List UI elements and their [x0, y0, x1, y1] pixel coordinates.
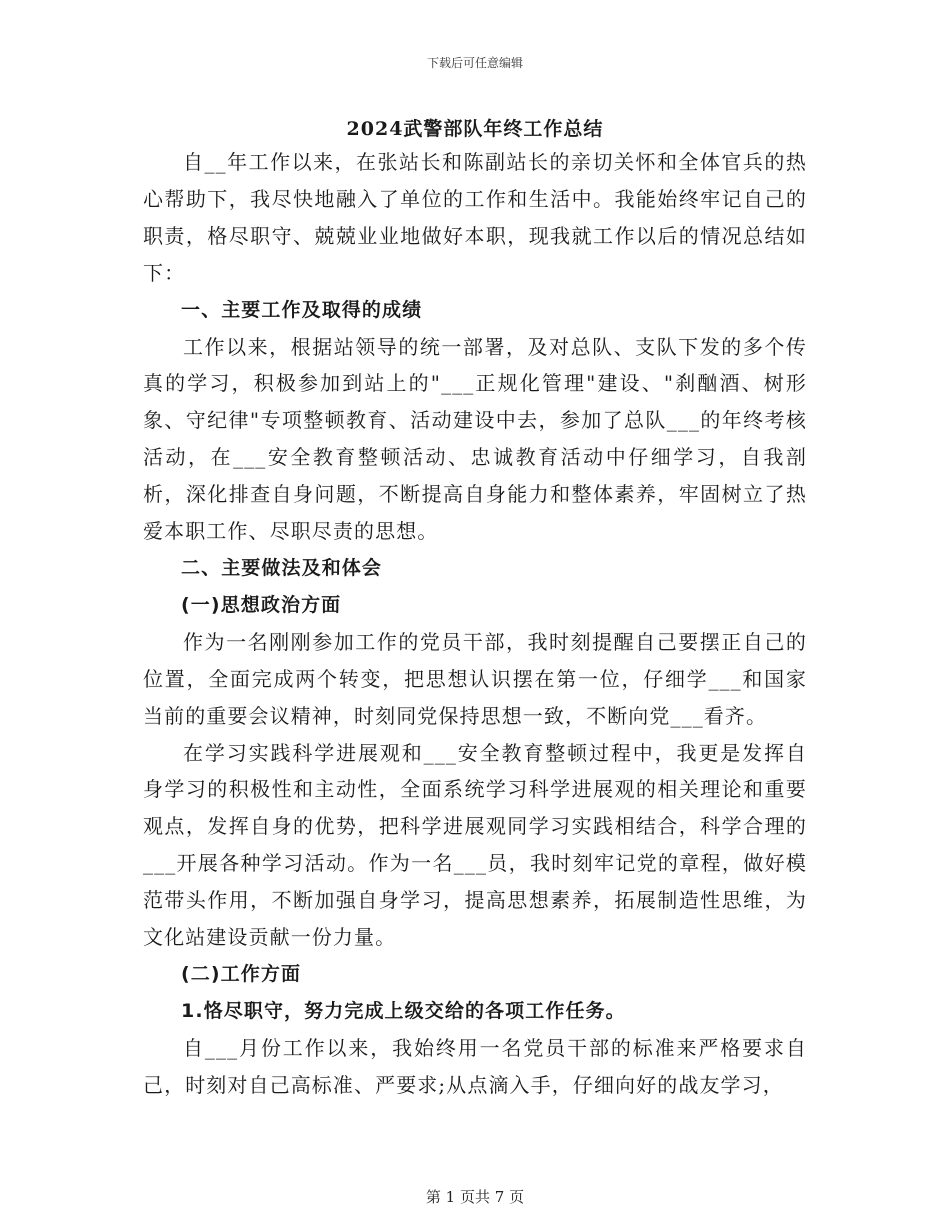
intro-paragraph: 自__年工作以来，在张站长和陈副站长的亲切关怀和全体官兵的热心帮助下，我尽快地融入了单位的工作和生活中。我能始终牢记自己的职责，格尽职守、兢兢业业地做好本职，现我就工作以后的情况总结如下：: [143, 150, 807, 285]
page-footer: 第 1 页共 7 页: [425, 1188, 525, 1206]
document-title: 2024武警部队年终工作总结: [346, 118, 604, 140]
subsection-heading-2: (二)工作方面: [181, 962, 302, 985]
section-1-paragraph: 工作以来，根据站领导的统一部署，及对总队、支队下发的多个传真的学习，积极参加到站上的"___正规化管理"建设、"刹酗酒、树形象、守纪律"专项整顿教育、活动建设中去，参加了总队___的年终考核活动，在___安全教育整顿活动、忠诚教育活动中仔细学习，自我剖析，深化排查自身问题，不断提高自身能力和整体素养，牢固树立了热爱本职工作、尽职尽责的思想。: [143, 334, 807, 544]
document-body: [143, 144, 807, 1104]
subsection-1-paragraph-1: 作为一名刚刚参加工作的党员干部，我时刻提醒自己要摆正自己的位置，全面完成两个转变，把思想认识摆在第一位，仔细学___和国家当前的重要会议精神，时刻同党保持思想一致，不断向党___看齐。: [143, 629, 807, 728]
header-note: 下载后可任意编辑: [426, 56, 523, 70]
item-1-paragraph: 自___月份工作以来，我始终用一名党员干部的标准来严格要求自己，时刻对自己高标准、严要求;从点滴入手，仔细向好的战友学习，: [143, 1035, 807, 1097]
section-heading-2: 二、主要做法及和体会: [181, 556, 383, 579]
section-heading-1: 一、主要工作及取得的成绩: [181, 298, 423, 321]
subsection-1-paragraph-2: 在学习实践科学进展观和___安全教育整顿过程中，我更是发挥自身学习的积极性和主动性，全面系统学习科学进展观的相关理论和重要观点，发挥自身的优势，把科学进展观同学习实践相结合，科学合理的___开展各种学习活动。作为一名___员，我时刻牢记党的章程，做好模范带头作用，不断加强自身学习，提高思想素养，拓展制造性思维，为文化站建设贡献一份力量。: [143, 740, 807, 950]
subsection-heading-1: (一)思想政治方面: [181, 593, 342, 616]
item-heading-1: 1.恪尽职守，努力完成上级交给的各项工作任务。: [181, 999, 626, 1022]
